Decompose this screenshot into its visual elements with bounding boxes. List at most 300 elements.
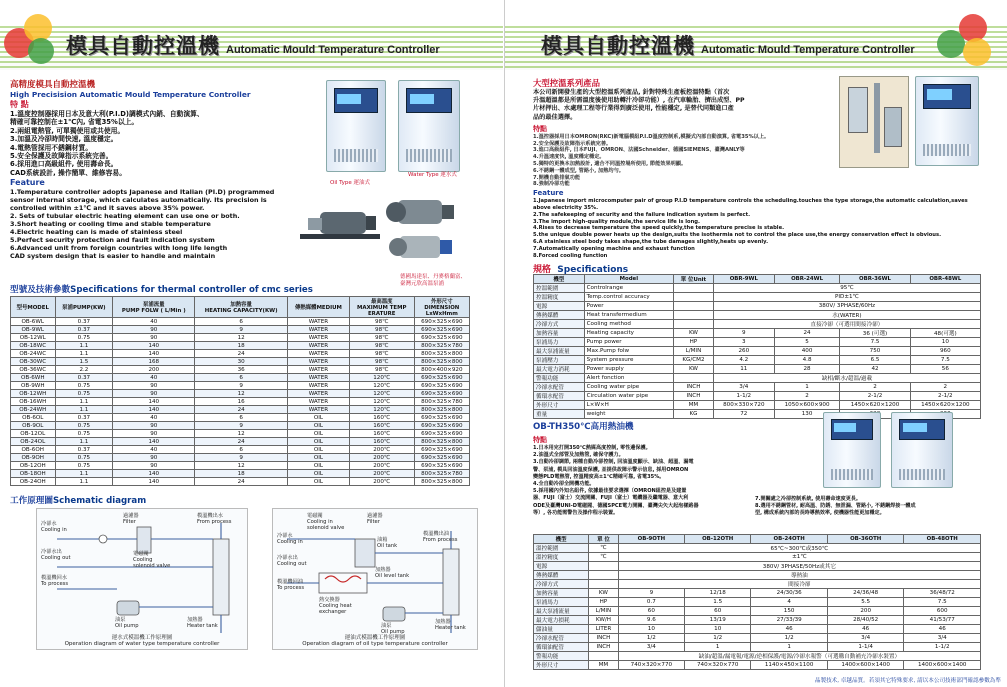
table-cell: 0.75 (55, 454, 113, 462)
table-cell: 儲油量 (534, 625, 589, 634)
oil-feat-list-right (755, 496, 985, 518)
table-cell: 3/4 (827, 634, 904, 643)
pump-motor-2 (386, 200, 454, 224)
table-cell: OB-24WH (11, 406, 56, 414)
feature-cn-line: 4.電熱管採用不銹鋼材質。 (10, 143, 93, 152)
table-cell: 42 (840, 365, 910, 374)
header-title-en-right: Automatic Mould Temperature Controller (701, 44, 915, 56)
table-cell: 690×325×690 (414, 326, 469, 334)
table-cell: OIL (288, 478, 350, 486)
table-cell: WATER (288, 366, 350, 374)
spec-title-left: 型號及技術參數Specifications for thermal controller of cmc series (10, 285, 313, 295)
table-cell: KW (589, 589, 619, 598)
table-cell: PID±1℃ (713, 293, 980, 302)
table-cell: L×W×H (584, 401, 673, 410)
features-en-list (10, 188, 274, 260)
oil-diagram-label: 油箱 Oil tank (377, 537, 398, 549)
table-cell (674, 302, 714, 311)
oil-feature-line: 器、FUJI（富士）交流開關、FUJI（富士）電纜器及繼電器、意大利 (533, 495, 689, 502)
large-feature-en-line: 1.Japanese import microcomputer pair of group P.I.D temperature controls the scheduling.touches the type storage,the automatic calculation,saves (533, 198, 968, 205)
table-cell: 5.5 (827, 598, 904, 607)
table-cell: 直接冷卻（可選用間接冷卻） (713, 320, 980, 329)
table-cell: 3 (713, 338, 774, 347)
table-cell: 800×325×800 (414, 350, 469, 358)
table-cell: 6 (195, 446, 288, 454)
decor-circles (4, 10, 68, 68)
table-cell: 28 (774, 365, 840, 374)
table-cell: 36/48/72 (904, 589, 981, 598)
table-header-cell: OBR-48WL (910, 275, 980, 284)
table-cell: 6 (195, 414, 288, 422)
table-cell: WATER (288, 406, 350, 414)
large-feature-en-line: 8.Forced cooling function (533, 252, 608, 259)
table-row (534, 634, 981, 643)
table-cell: KW/H (589, 616, 619, 625)
table-cell: 690×325×690 (414, 334, 469, 342)
table-cell: OB-6WL (11, 318, 56, 326)
oil-diagram-label: 油泵 Oil pump (381, 623, 405, 635)
intro-en: High Precisision Automatic Mould Temperature Controller (10, 90, 251, 99)
table-cell: 1-1/4 (827, 643, 904, 652)
table-cell: 90 (113, 334, 195, 342)
table-cell: 800×325×780 (414, 398, 469, 406)
table-cell: OB-12OH (11, 462, 56, 470)
table-row (11, 366, 470, 374)
intro-cn: 高精度模具自動控溫機 (10, 80, 96, 90)
table-header-cell: OB-48OTH (904, 535, 981, 544)
table-header-cell: 泵浦PUMP(KW) (55, 297, 113, 318)
table-row (11, 406, 470, 414)
table-cell: 傳熱媒體 (534, 571, 589, 580)
table-cell: Power supply (584, 365, 673, 374)
table-cell: OIL (288, 430, 350, 438)
header-title-cn: 模具自動控溫機 (66, 33, 220, 58)
table-cell: 9 (195, 382, 288, 390)
table-cell: 46 (827, 625, 904, 634)
table-cell: 1 (685, 643, 751, 652)
table-cell: 200 (827, 607, 904, 616)
table-cell: L/MIN (674, 347, 714, 356)
table-cell: 11 (713, 365, 774, 374)
table-cell: 3/4 (713, 383, 774, 392)
large-desc-line: 品的最佳選擇。 (533, 113, 577, 121)
table-row (11, 478, 470, 486)
table-cell: 160℃ (349, 438, 414, 446)
table-row (11, 318, 470, 326)
oil-feature-line: 5.採用國內外知名組件, 依據最佳要求選擇（OMRON組控是及建置 (533, 488, 687, 495)
table-cell: 200℃ (349, 454, 414, 462)
table-row (534, 616, 981, 625)
water-diagram-label: 模溫機回水 To process (41, 575, 69, 587)
table-row (11, 342, 470, 350)
table-cell (589, 571, 619, 580)
large-series-block (533, 78, 968, 259)
table-cell: OIL (288, 462, 350, 470)
table-cell: 導熱油 (618, 571, 980, 580)
table-cell: 98℃ (349, 326, 414, 334)
feature-en-line: 4.Electric heating can is made of stainless steel (10, 228, 183, 237)
table-cell (674, 374, 714, 383)
table-row (534, 365, 981, 374)
oil-diagram-label: 電磁閥 Cooling in solenoid valve (307, 513, 345, 531)
table-row (534, 652, 981, 661)
table-header-cell: OBR-24WL (774, 275, 840, 284)
large-system-image-2 (915, 76, 979, 166)
table-header-cell: 外形尺寸 DIMENSION LxWxHmm (414, 297, 469, 318)
table-cell: 0.75 (55, 430, 113, 438)
table-cell: 1.5 (685, 598, 751, 607)
table-cell: 2-1/2 (840, 392, 910, 401)
oil-type-diagram (272, 508, 478, 650)
large-feature-en-line: 3.The import high-quality module,the service life is long. (533, 218, 700, 225)
table-row (534, 374, 981, 383)
table-cell: 1.1 (55, 438, 113, 446)
table-cell: 90 (113, 382, 195, 390)
table-cell: 98℃ (349, 358, 414, 366)
table-cell: 90 (113, 326, 195, 334)
table-header-cell: OB-9OTH (618, 535, 684, 544)
table-row (11, 414, 470, 422)
table-cell: 1450×620×1200 (910, 401, 980, 410)
table-row (11, 462, 470, 470)
table-cell: 24 (195, 350, 288, 358)
table-cell: 90 (113, 390, 195, 398)
feature-en-line: 5.Perfect security protection and fault indication system (10, 236, 215, 245)
oil-diagram-caption: 運油式模溫機工作原理圖 Operation diagram of oil type temperature controller (302, 635, 448, 647)
table-row (534, 643, 981, 652)
spec-title-right: 規格 Specifications (533, 265, 629, 275)
table-header-cell: 最高溫度 MAXIMUM TEMP ERATURE (349, 297, 414, 318)
table-cell: 1.1 (55, 470, 113, 478)
table-cell (674, 311, 714, 320)
table-cell: 最大泵浦流量 (534, 607, 589, 616)
table-cell: 800×325×800 (414, 438, 469, 446)
feature-en-line: 2. Sets of tubular electric heating element can use one or both. (10, 212, 240, 221)
table-cell: 7.5 (840, 338, 910, 347)
water-diagram-label: 冷卻水出 Cooling out (41, 549, 71, 561)
large-desc-line: 本公司新開發生產的大型控溫系列產品, 針對特殊生產板控溫特點（首次 (533, 89, 730, 96)
large-feature-en-line: 7.Automatically opening machine and exhaust function (533, 245, 695, 252)
water-diagram-label: 過濾器 Filter (123, 513, 139, 525)
table-cell: 98℃ (349, 334, 414, 342)
table-cell: 循環水配管 (534, 392, 585, 401)
table-cell: weight (584, 410, 673, 419)
table-cell: OIL (288, 446, 350, 454)
footer-note: 晶製技术, 卓越品質。若須其它特殊要求, 請以本公司技術部門確認參數為準 (814, 678, 1001, 684)
table-cell: 16 (195, 398, 288, 406)
table-cell: 800×325×800 (414, 478, 469, 486)
table-header-cell: OB-12OTH (685, 535, 751, 544)
table-row (534, 311, 981, 320)
table-cell: 30 (195, 358, 288, 366)
table-cell: 1450×620×1200 (840, 401, 910, 410)
feature-cn-line: CAD系統設計, 操作簡單、維修容易。 (10, 168, 126, 177)
table-cell: 90 (113, 462, 195, 470)
oil-diagram-label: 加熱器 Heater tank (435, 619, 466, 631)
table-row (11, 358, 470, 366)
table-header-cell: 傳熱媒體MEDIUM (288, 297, 350, 318)
table-cell: Cooling method (584, 320, 673, 329)
table-cell: 4 (751, 598, 828, 607)
table-cell: 溫控精度 (534, 553, 589, 562)
table-cell: Circulation water pipe (584, 392, 673, 401)
table-cell: INCH (674, 392, 714, 401)
table-cell: OB-9OH (11, 454, 56, 462)
table-cell: 800×325×800 (414, 358, 469, 366)
table-cell: OB-12WH (11, 390, 56, 398)
table-cell: 56 (910, 365, 980, 374)
table-cell: 水(WATER) (713, 311, 980, 320)
table-cell: 1-1/2 (713, 392, 774, 401)
table-row (11, 438, 470, 446)
features-cn-title: 特 點 (10, 100, 29, 109)
table-cell: 120℃ (349, 390, 414, 398)
large-feat-cn-title: 特點 (533, 124, 547, 133)
table-cell: 1/2 (618, 634, 684, 643)
table-cell: 10 (618, 625, 684, 634)
oil-feature-line: 2.油溫式全部管及加熱管, 確保守護力。 (533, 452, 624, 459)
table-cell: 800×325×800 (414, 406, 469, 414)
table-cell: OB-24OH (11, 478, 56, 486)
water-diagram-caption: 運水式模溫機工作原理圖 Operation diagram of water type temperature controller (64, 635, 220, 647)
table-cell: Controlrange (584, 284, 673, 293)
large-feat-cn-list (533, 134, 863, 188)
table-row (534, 607, 981, 616)
table-cell: 18 (195, 470, 288, 478)
table-cell: 60 (685, 607, 751, 616)
table-cell: 40 (113, 374, 195, 382)
table-cell: Cooling water pipe (584, 383, 673, 392)
large-feature-en-line: above electricity 35%. (533, 204, 599, 211)
oil-features-right (755, 496, 985, 518)
table-cell: Heating capacity (584, 329, 673, 338)
feature-en-line: controlled within ±1℃ and it saves above 35% power. (10, 204, 205, 213)
table-row (534, 302, 981, 311)
table-cell: 380V/ 3PHASE/60Hz (713, 302, 980, 311)
table-header-cell: OB-24OTH (751, 535, 828, 544)
table-row (11, 390, 470, 398)
table-cell (674, 320, 714, 329)
table-cell: 200℃ (349, 478, 414, 486)
table-cell: System pressure (584, 356, 673, 365)
oil-diagram-label: 模溫機出油 From process (423, 531, 458, 543)
large-feature-en-line: 2.The safekeeping of security and the failure indication system is perfect. (533, 211, 751, 218)
table-cell: 46 (904, 625, 981, 634)
feature-cn-line: 6.採用進口高級組件, 使用壽命長。 (10, 160, 118, 169)
table-cell: 690×325×690 (414, 454, 469, 462)
table-cell: 外形尺寸 (534, 661, 589, 670)
oil-type-machine-image (326, 80, 386, 172)
table-cell: INCH (674, 383, 714, 392)
table-cell: 最大電力損耗 (534, 616, 589, 625)
table-cell: OIL (288, 470, 350, 478)
feature-en-line: CAD system design that is easier to handle and maintain (10, 252, 216, 261)
table-cell: 36 (可選) (840, 329, 910, 338)
large-feature-cn-line: 4.升溫速度快, 溫度穩定穩定。 (533, 154, 605, 161)
table-row (11, 470, 470, 478)
water-type-machine-image (398, 80, 460, 172)
table-cell: OB-18WC (11, 342, 56, 350)
spec-table-left (10, 296, 470, 486)
oil-diagram-label: 過濾器 Filter (367, 513, 383, 525)
oil-feature-line: 等）, 各功能需警告及操作程示裝置。 (533, 509, 619, 516)
features-en-title: Feature (10, 178, 45, 188)
table-cell: HP (674, 338, 714, 347)
table-header-cell: 機型 (534, 275, 585, 284)
table-cell: 380V/ 3PHASE/50Hz或其它 (618, 562, 980, 571)
table-cell: 690×325×690 (414, 374, 469, 382)
table-cell: Pump power (584, 338, 673, 347)
table-cell: 加熱容量 (534, 329, 585, 338)
table-cell: LITER (589, 625, 619, 634)
table-header-cell: OBR-36WL (840, 275, 910, 284)
oil-feature-right-line: 8.選用不銹鋼管材, 耐高溫、防銹、無泄漏、管路小, 不銹鋼焊接一體成 (755, 503, 916, 510)
table-cell: 200℃ (349, 462, 414, 470)
table-cell: OB-9OL (11, 422, 56, 430)
pump-caption: 德國馬達泵、丹麥格蘭富、 臺灣元欣高溫泵浦 (400, 274, 467, 287)
table-cell: 泵浦馬力 (534, 338, 585, 347)
table-cell: 冷卻方式 (534, 320, 585, 329)
table-cell: Temp.control accuracy (584, 293, 673, 302)
table-cell: OB-36WC (11, 366, 56, 374)
oil-feature-right-line: 7.開關處之冷卻控制系統, 使用壽命速度更長。 (755, 496, 861, 502)
oil-diagram-label: 冷卻水出 Cooling out (277, 555, 307, 567)
table-cell: 800×400×920 (414, 366, 469, 374)
large-series-desc (533, 89, 863, 122)
table-cell: 40 (113, 414, 195, 422)
table-row (11, 326, 470, 334)
table-cell: 2 (774, 392, 840, 401)
table-cell: 警報功能 (534, 652, 589, 661)
table-cell (589, 652, 619, 661)
table-row (534, 544, 981, 553)
table-cell: 1.1 (55, 342, 113, 350)
table-cell: 5 (774, 338, 840, 347)
table-header-cell: 加熱容量 HEATING CAPACITY(KW) (195, 297, 288, 318)
table-row (534, 562, 981, 571)
table-cell: 140 (113, 342, 195, 350)
table-cell: 24 (774, 329, 840, 338)
table-cell: 72 (713, 410, 774, 419)
table-cell: 690×325×690 (414, 414, 469, 422)
table-cell: OIL (288, 414, 350, 422)
oil-feat-title: 特點 (533, 436, 547, 444)
oil-diagram-label: 加熱器 Oil level tank (375, 567, 410, 579)
table-cell: 98℃ (349, 350, 414, 358)
table-cell: 重量 (534, 410, 585, 419)
table-row (534, 293, 981, 302)
table-cell: 98℃ (349, 366, 414, 374)
large-feat-en-title: Feature (533, 189, 564, 198)
table-cell: 13/19 (685, 616, 751, 625)
large-feature-en-line: 5.the unique double power heats up the design,suits the isothermia not to control the place use,the energy conservation effect is obvious. (533, 232, 942, 239)
table-cell: 690×325×690 (414, 318, 469, 326)
table-cell: OB-30WC (11, 358, 56, 366)
table-row (534, 338, 981, 347)
table-cell: 140 (113, 438, 195, 446)
table-cell: 98℃ (349, 318, 414, 326)
table-header-cell: OBR-9WL (713, 275, 774, 284)
table-cell: 6 (195, 374, 288, 382)
table-cell: 6.5 (840, 356, 910, 365)
table-cell: 0.75 (55, 422, 113, 430)
table-cell: 9 (195, 454, 288, 462)
table-cell: 6 (195, 318, 288, 326)
table-row (11, 350, 470, 358)
oil-diagram-label: 模溫機回油 To process (277, 579, 305, 591)
table-cell: 9.6 (618, 616, 684, 625)
table-cell: 控溫精度 (534, 293, 585, 302)
table-cell: OIL (288, 454, 350, 462)
table-cell: 3/4 (904, 634, 981, 643)
table-cell: 0.75 (55, 462, 113, 470)
table-cell: 98℃ (349, 342, 414, 350)
table-cell: 130 (774, 410, 840, 419)
table-cell: 1.5 (55, 358, 113, 366)
table-cell: OB-16WH (11, 398, 56, 406)
right-page (504, 0, 1007, 687)
table-cell: 9 (618, 589, 684, 598)
table-cell: 168 (113, 358, 195, 366)
header-title-en: Automatic Mould Temperature Controller (226, 44, 440, 56)
table-cell: 400 (774, 347, 840, 356)
table-cell: 18 (195, 342, 288, 350)
table-cell: 200 (113, 366, 195, 374)
feature-cn-line: 1.溫度控制器採用日本及意大利(P.I.D)調模式內銷、自動演算、 (10, 110, 204, 118)
intro-block (10, 80, 274, 260)
table-cell: OB-9WH (11, 382, 56, 390)
feature-en-line: sensor internal storage, which calculates automatically. Its precision is (10, 196, 267, 205)
water-diagram-label: 電磁閥 Cooling solenoid valve (133, 551, 171, 569)
water-type-diagram (36, 508, 248, 650)
table-header-cell: 型号MODEL (11, 297, 56, 318)
pump-motor-1 (300, 212, 380, 239)
table-cell: MM (674, 401, 714, 410)
table-cell: 120℃ (349, 398, 414, 406)
table-cell: 0.37 (55, 318, 113, 326)
table-cell: WATER (288, 342, 350, 350)
oil-diagram-label: 冷卻水 Cooling in (277, 533, 303, 545)
table-cell: 2.2 (55, 366, 113, 374)
table-cell: 0.37 (55, 374, 113, 382)
large-feature-en-line: 4.Rises to decrease temperature the speed quickly,the temperature precise is stable. (533, 225, 785, 232)
table-cell: 1 (751, 643, 828, 652)
table-cell: KG (674, 410, 714, 419)
table-cell: 12 (195, 334, 288, 342)
table-row (534, 625, 981, 634)
table-cell: 1/2 (685, 634, 751, 643)
table-cell: WATER (288, 334, 350, 342)
feature-cn-line: 5.安全保護及故障指示系統完善。 (10, 152, 113, 161)
water-diagram-label: 模溫機出水 From process (197, 513, 232, 525)
table-row (534, 383, 981, 392)
large-system-image-1 (839, 76, 909, 168)
table-cell: KG/CM2 (674, 356, 714, 365)
oil-feature-line: 警、泵浦, 模具回油溫度保護, 並提供故障示警示信息, 採用OMRON (533, 466, 689, 473)
large-feature-cn-line: 7.開機自動排氣功能 (533, 174, 581, 181)
table-cell: 960 (910, 347, 980, 356)
table-cell: 外形尺寸 (534, 401, 585, 410)
table-cell: 缺油/超溫/漏電報/電源/逆相保護/電源/冷卻水報警（可選購自動補充冷卻水裝置） (618, 652, 980, 661)
large-feature-en-line: 6.A stainless steel body takes shape,the tube damages slightly,heats up evenly. (533, 238, 769, 245)
table-cell: OB-18OH (11, 470, 56, 478)
large-feature-cn-line: 2.安全保護及故障指示系統完善。 (533, 140, 612, 147)
table-cell: 95℃ (713, 284, 980, 293)
table-cell (589, 562, 619, 571)
large-desc-line: 升溫超溫都是所需溫度後使用助轉汁冷卻功能）, 在汽車輪胎、擠出成型、PP (533, 97, 745, 105)
table-row (534, 356, 981, 365)
table-cell: 41/53/77 (904, 616, 981, 625)
